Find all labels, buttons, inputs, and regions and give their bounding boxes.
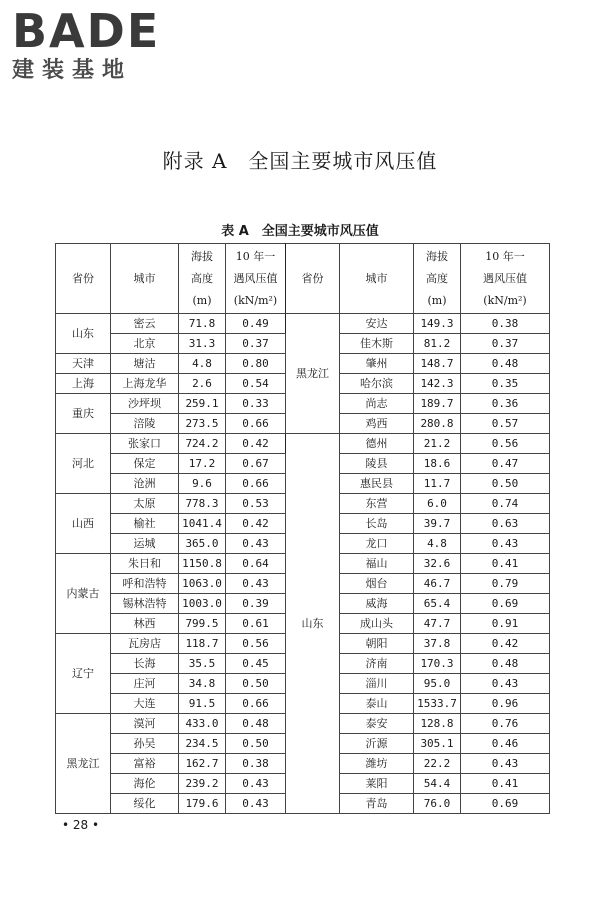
altitude-cell: 128.8 [414,714,461,734]
wind-pressure-cell: 0.48 [461,354,550,374]
wind-pressure-cell: 0.39 [226,594,286,614]
altitude-cell: 799.5 [179,614,226,634]
table-header-row [56,244,550,314]
header-altitude: 海拔 高度 (m) [414,244,461,314]
city-cell: 朱日和 [111,554,179,574]
wind-pressure-cell: 0.54 [226,374,286,394]
wind-pressure-cell: 0.42 [226,434,286,454]
city-cell: 涪陵 [111,414,179,434]
city-cell: 上海龙华 [111,374,179,394]
city-cell: 呼和浩特 [111,574,179,594]
altitude-cell: 1003.0 [179,594,226,614]
wind-pressure-cell: 0.50 [461,474,550,494]
city-cell: 孙吴 [111,734,179,754]
city-cell: 大连 [111,694,179,714]
wind-pressure-cell: 0.43 [226,774,286,794]
altitude-cell: 280.8 [414,414,461,434]
city-cell: 长海 [111,654,179,674]
wind-pressure-cell: 0.47 [461,454,550,474]
altitude-cell: 91.5 [179,694,226,714]
table-row [56,314,550,334]
province-cell: 天津 [56,354,111,374]
altitude-cell: 65.4 [414,594,461,614]
wind-pressure-cell: 0.64 [226,554,286,574]
city-cell: 绥化 [111,794,179,814]
altitude-cell: 71.8 [179,314,226,334]
altitude-cell: 22.2 [414,754,461,774]
altitude-cell: 273.5 [179,414,226,434]
altitude-cell: 118.7 [179,634,226,654]
city-cell: 惠民县 [340,474,414,494]
wind-pressure-cell: 0.41 [461,554,550,574]
altitude-cell: 1041.4 [179,514,226,534]
brand-logo [12,6,182,84]
altitude-cell: 305.1 [414,734,461,754]
province-cell: 黑龙江 [286,314,340,434]
city-cell: 佳木斯 [340,334,414,354]
wind-pressure-cell: 0.56 [226,634,286,654]
city-cell: 富裕 [111,754,179,774]
city-cell: 太原 [111,494,179,514]
wind-pressure-cell: 0.63 [461,514,550,534]
altitude-cell: 81.2 [414,334,461,354]
wind-pressure-cell: 0.80 [226,354,286,374]
province-cell: 黑龙江 [56,714,111,814]
altitude-cell: 46.7 [414,574,461,594]
altitude-cell: 21.2 [414,434,461,454]
city-cell: 长岛 [340,514,414,534]
wind-pressure-cell: 0.49 [226,314,286,334]
wind-pressure-cell: 0.50 [226,674,286,694]
wind-pressure-cell: 0.37 [226,334,286,354]
altitude-cell: 170.3 [414,654,461,674]
city-cell: 沙坪坝 [111,394,179,414]
city-cell: 林西 [111,614,179,634]
city-cell: 泰山 [340,694,414,714]
wind-pressure-cell: 0.36 [461,394,550,414]
city-cell: 福山 [340,554,414,574]
appendix-title: 附录 A 全国主要城市风压值 [162,149,438,173]
city-cell: 漠河 [111,714,179,734]
altitude-cell: 54.4 [414,774,461,794]
province-cell: 山西 [56,494,111,554]
wind-pressure-cell: 0.53 [226,494,286,514]
altitude-cell: 179.6 [179,794,226,814]
wind-pressure-cell: 0.61 [226,614,286,634]
wind-pressure-cell: 0.37 [461,334,550,354]
city-cell: 朝阳 [340,634,414,654]
province-cell: 辽宁 [56,634,111,714]
wind-pressure-table [55,243,550,814]
wind-pressure-cell: 0.43 [226,534,286,554]
altitude-cell: 95.0 [414,674,461,694]
altitude-cell: 18.6 [414,454,461,474]
city-cell: 潍坊 [340,754,414,774]
city-cell: 烟台 [340,574,414,594]
altitude-cell: 1150.8 [179,554,226,574]
city-cell: 尚志 [340,394,414,414]
city-cell: 陵县 [340,454,414,474]
wind-pressure-cell: 0.66 [226,694,286,714]
logo-wordmark: BADE [12,4,161,58]
wind-pressure-cell: 0.56 [461,434,550,454]
wind-pressure-cell: 0.79 [461,574,550,594]
table-row [56,434,550,454]
wind-pressure-cell: 0.91 [461,614,550,634]
city-cell: 运城 [111,534,179,554]
altitude-cell: 1533.7 [414,694,461,714]
city-cell: 德州 [340,434,414,454]
city-cell: 东营 [340,494,414,514]
wind-pressure-cell: 0.43 [461,754,550,774]
city-cell: 莱阳 [340,774,414,794]
province-cell: 河北 [56,434,111,494]
header-wind-pressure: 10 年一 遇风压值 (kN/m²) [461,244,550,314]
altitude-cell: 148.7 [414,354,461,374]
logo-subtitle: 建装基地 [12,58,133,83]
wind-pressure-cell: 0.74 [461,494,550,514]
altitude-cell: 4.8 [179,354,226,374]
table-caption: 表 A 全国主要城市风压值 [221,224,379,239]
altitude-cell: 32.6 [414,554,461,574]
wind-pressure-cell: 0.69 [461,594,550,614]
wind-pressure-cell: 0.76 [461,714,550,734]
province-cell: 山东 [286,434,340,814]
city-cell: 锡林浩特 [111,594,179,614]
city-cell: 成山头 [340,614,414,634]
wind-pressure-cell: 0.50 [226,734,286,754]
city-cell: 海伦 [111,774,179,794]
wind-pressure-cell: 0.96 [461,694,550,714]
city-cell: 哈尔滨 [340,374,414,394]
altitude-cell: 162.7 [179,754,226,774]
header-province: 省份 [56,244,111,314]
wind-pressure-cell: 0.42 [461,634,550,654]
wind-pressure-cell: 0.48 [461,654,550,674]
city-cell: 济南 [340,654,414,674]
wind-pressure-cell: 0.43 [226,574,286,594]
altitude-cell: 34.8 [179,674,226,694]
altitude-cell: 142.3 [414,374,461,394]
city-cell: 泰安 [340,714,414,734]
city-cell: 青岛 [340,794,414,814]
altitude-cell: 6.0 [414,494,461,514]
altitude-cell: 2.6 [179,374,226,394]
wind-pressure-cell: 0.33 [226,394,286,414]
city-cell: 庄河 [111,674,179,694]
altitude-cell: 31.3 [179,334,226,354]
wind-pressure-cell: 0.46 [461,734,550,754]
header-province: 省份 [286,244,340,314]
table-body [56,314,550,814]
wind-pressure-cell: 0.66 [226,414,286,434]
wind-pressure-cell: 0.42 [226,514,286,534]
province-cell: 内蒙古 [56,554,111,634]
altitude-cell: 39.7 [414,514,461,534]
city-cell: 龙口 [340,534,414,554]
province-cell: 上海 [56,374,111,394]
wind-pressure-cell: 0.43 [226,794,286,814]
header-wind-pressure: 10 年一 遇风压值 (kN/m²) [226,244,286,314]
altitude-cell: 9.6 [179,474,226,494]
wind-pressure-cell: 0.35 [461,374,550,394]
city-cell: 保定 [111,454,179,474]
city-cell: 瓦房店 [111,634,179,654]
wind-pressure-cell: 0.45 [226,654,286,674]
city-cell: 威海 [340,594,414,614]
altitude-cell: 259.1 [179,394,226,414]
altitude-cell: 433.0 [179,714,226,734]
altitude-cell: 47.7 [414,614,461,634]
city-cell: 淄川 [340,674,414,694]
altitude-cell: 4.8 [414,534,461,554]
wind-pressure-cell: 0.43 [461,674,550,694]
altitude-cell: 724.2 [179,434,226,454]
city-cell: 塘沽 [111,354,179,374]
wind-pressure-cell: 0.38 [461,314,550,334]
altitude-cell: 234.5 [179,734,226,754]
city-cell: 北京 [111,334,179,354]
wind-pressure-cell: 0.41 [461,774,550,794]
city-cell: 榆社 [111,514,179,534]
header-altitude: 海拔 高度 (m) [179,244,226,314]
altitude-cell: 1063.0 [179,574,226,594]
city-cell: 密云 [111,314,179,334]
altitude-cell: 17.2 [179,454,226,474]
altitude-cell: 778.3 [179,494,226,514]
wind-pressure-cell: 0.66 [226,474,286,494]
header-city: 城市 [340,244,414,314]
wind-pressure-cell: 0.38 [226,754,286,774]
altitude-cell: 149.3 [414,314,461,334]
altitude-cell: 35.5 [179,654,226,674]
altitude-cell: 37.8 [414,634,461,654]
wind-pressure-cell: 0.57 [461,414,550,434]
wind-pressure-cell: 0.67 [226,454,286,474]
wind-pressure-cell: 0.69 [461,794,550,814]
altitude-cell: 239.2 [179,774,226,794]
page-number: • 28 • [62,818,100,832]
city-cell: 肇州 [340,354,414,374]
city-cell: 安达 [340,314,414,334]
altitude-cell: 365.0 [179,534,226,554]
province-cell: 山东 [56,314,111,354]
city-cell: 鸡西 [340,414,414,434]
province-cell: 重庆 [56,394,111,434]
wind-pressure-cell: 0.48 [226,714,286,734]
city-cell: 张家口 [111,434,179,454]
altitude-cell: 189.7 [414,394,461,414]
header-city: 城市 [111,244,179,314]
wind-pressure-cell: 0.43 [461,534,550,554]
altitude-cell: 76.0 [414,794,461,814]
altitude-cell: 11.7 [414,474,461,494]
city-cell: 沧洲 [111,474,179,494]
city-cell: 沂源 [340,734,414,754]
